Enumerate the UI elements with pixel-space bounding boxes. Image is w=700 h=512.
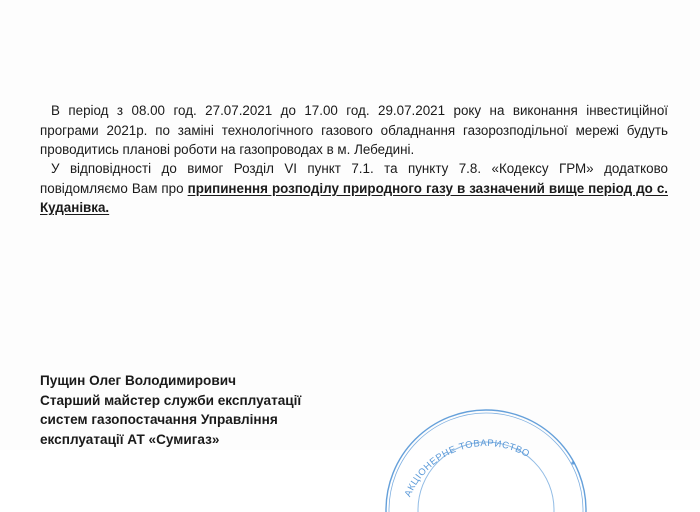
signatory-position-line-1: Старший майстер служби експлуатації: [40, 392, 302, 408]
company-stamp: [372, 392, 592, 512]
gas-supply-stop-notice: припинення розподілу природного газу в зазначений вище період до с. Куданівка.: [40, 180, 668, 215]
signature-block: [40, 371, 370, 449]
paragraph-notice: [40, 159, 668, 218]
signatory-position-line-3: експлуатації АТ «Сумигаз»: [40, 431, 220, 447]
paragraph-schedule: [40, 101, 668, 160]
signatory-name: Пущин Олег Володимирович: [40, 373, 236, 388]
signatory-position-line-2: систем газопостачання Управління: [40, 412, 278, 427]
paragraph-schedule-text: В період з 08.00 год. 27.07.2021 до 17.00 год. 29.07.2021 року на виконання інвестиційної програми 2021р. по заміні технологічного газового обладнання газорозподільної мережі будуть проводитись планові роботи на газопроводах в м. Лебедині.: [40, 103, 668, 157]
stamp-text: АКЦІОНЕРНЕ ТОВАРИСТВО: [402, 437, 532, 499]
paragraph-notice-intro: У відповідності до вимог Розділ VI пункт 7.1. та пункту 7.8. «Кодексу ГРМ» додатково повідомляємо Вам про: [40, 161, 668, 196]
